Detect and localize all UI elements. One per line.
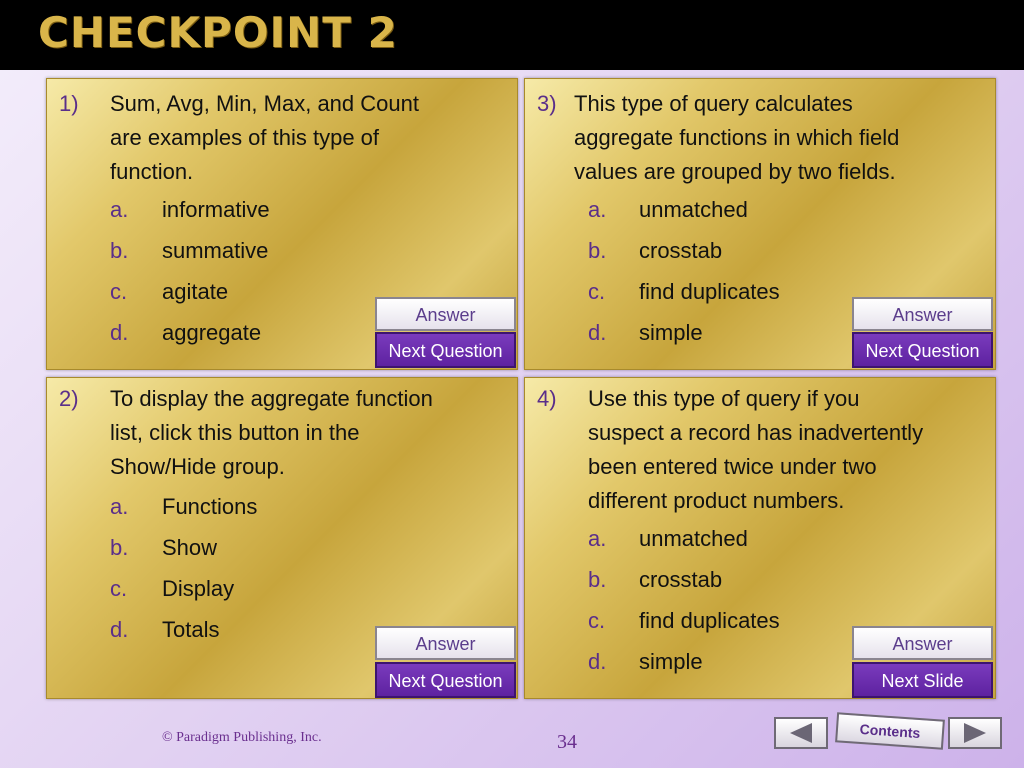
option-letter: a.	[588, 526, 607, 551]
question-text-line: are examples of this type of	[110, 125, 380, 150]
next-slide-button[interactable]: Next Slide	[852, 662, 993, 698]
previous-slide-button[interactable]	[774, 717, 828, 749]
next-question-button[interactable]: Next Question	[852, 332, 993, 368]
next-question-button[interactable]: Next Question	[375, 332, 516, 368]
answer-button[interactable]: Answer	[375, 626, 516, 660]
option-letter: b.	[110, 535, 129, 560]
page-number: 34	[557, 731, 577, 753]
question-text-line: To display the aggregate function	[110, 386, 433, 411]
option-text: crosstab	[639, 567, 723, 592]
option-text: informative	[162, 197, 270, 222]
question-text-line: Sum, Avg, Min, Max, and Count	[110, 91, 419, 116]
option-text: Totals	[162, 617, 220, 642]
option-letter: b.	[110, 238, 129, 263]
question-text-line: aggregate functions in which field	[574, 125, 900, 150]
question-text-line: This type of query calculates	[574, 91, 853, 116]
next-slide-nav-button[interactable]	[948, 717, 1002, 749]
option-letter: c.	[110, 279, 128, 304]
option-letter: a.	[110, 494, 129, 519]
question-text-line: Use this type of query if you	[588, 386, 860, 411]
option-text: Functions	[162, 494, 258, 519]
option-text: simple	[639, 320, 703, 345]
question-card-1	[46, 78, 518, 370]
question-number: 2)	[59, 386, 79, 411]
title-bar	[0, 0, 1024, 70]
question-text-line: values are grouped by two fields.	[574, 159, 896, 184]
option-text: summative	[162, 238, 269, 263]
question-number: 1)	[59, 91, 79, 116]
question-number: 4)	[537, 386, 557, 411]
option-letter: b.	[588, 567, 607, 592]
option-text: unmatched	[639, 526, 748, 551]
option-letter: a.	[110, 197, 129, 222]
question-card-2	[46, 377, 518, 699]
option-text: find duplicates	[639, 279, 780, 304]
option-letter: d.	[588, 320, 607, 345]
arrow-right-icon	[950, 719, 1000, 747]
question-card-4	[524, 377, 996, 699]
next-question-button[interactable]: Next Question	[375, 662, 516, 698]
option-letter: c.	[588, 608, 606, 633]
question-number: 3)	[537, 91, 557, 116]
contents-button[interactable]: Contents	[835, 712, 945, 749]
answer-button[interactable]: Answer	[852, 297, 993, 331]
option-text: unmatched	[639, 197, 748, 222]
question-card-3	[524, 78, 996, 370]
option-letter: c.	[110, 576, 128, 601]
answer-button[interactable]: Answer	[375, 297, 516, 331]
option-letter: d.	[110, 617, 129, 642]
option-letter: c.	[588, 279, 606, 304]
answer-button[interactable]: Answer	[852, 626, 993, 660]
question-text-line: different product numbers.	[588, 488, 845, 513]
question-text-line: been entered twice under two	[588, 454, 877, 479]
option-text: Display	[162, 576, 235, 601]
option-letter: d.	[110, 320, 129, 345]
option-text: aggregate	[162, 320, 262, 345]
question-text-line: Show/Hide group.	[110, 454, 285, 479]
arrow-left-icon	[776, 719, 826, 747]
question-text-line: function.	[110, 159, 194, 184]
option-text: agitate	[162, 279, 229, 304]
option-text: crosstab	[639, 238, 723, 263]
slide-title: CHECKPOINT 2	[38, 8, 398, 57]
option-text: find duplicates	[639, 608, 780, 633]
option-text: Show	[162, 535, 218, 560]
copyright-text: © Paradigm Publishing, Inc.	[162, 730, 322, 745]
question-text-line: list, click this button in the	[110, 420, 360, 445]
option-text: simple	[639, 649, 703, 674]
option-letter: a.	[588, 197, 607, 222]
question-text-line: suspect a record has inadvertently	[588, 420, 924, 445]
option-letter: d.	[588, 649, 607, 674]
option-letter: b.	[588, 238, 607, 263]
